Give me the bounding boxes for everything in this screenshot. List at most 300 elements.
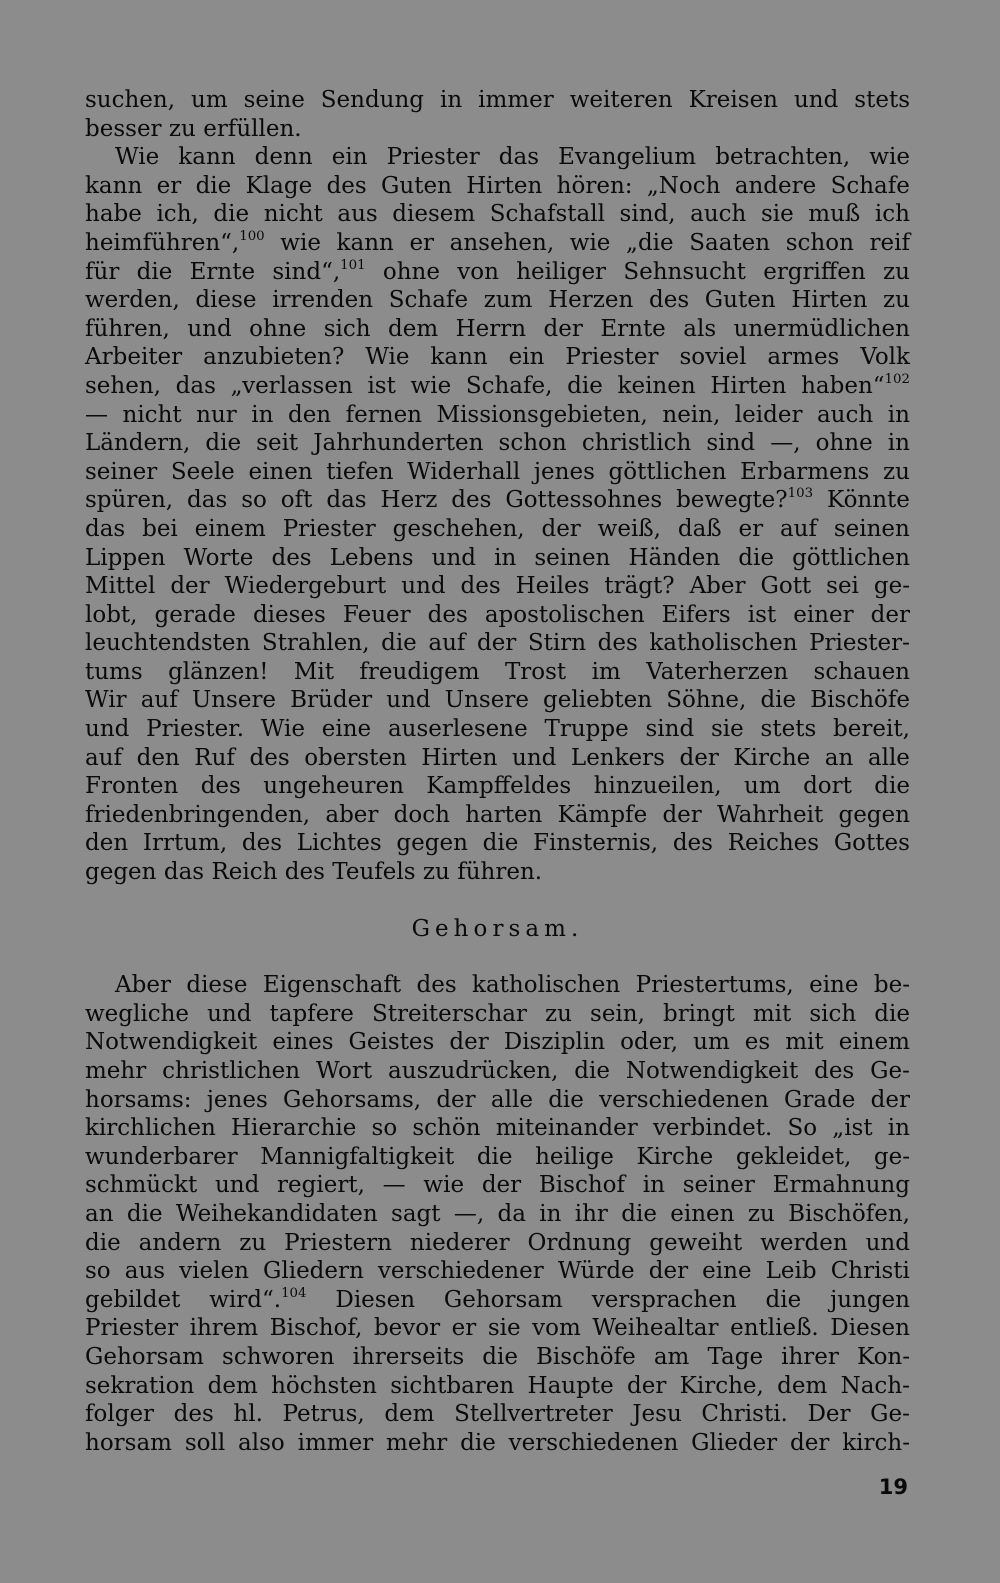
word: Glieder [691, 1429, 778, 1456]
word: seinen [833, 515, 910, 542]
word: hören: [556, 172, 633, 199]
word: auszudrücken, [388, 1058, 559, 1084]
word: diese [186, 972, 248, 999]
word: Finsternis, [533, 830, 659, 857]
word: seiner [682, 1172, 755, 1199]
word: auf [85, 744, 123, 771]
word: Wort [315, 1058, 373, 1084]
word: „die [626, 229, 674, 256]
word: ungeheuren [263, 773, 404, 800]
word: Kreisen [688, 87, 778, 113]
word: „verlassen [230, 372, 353, 399]
text-line [85, 1200, 910, 1229]
word: verbindet. [652, 1115, 773, 1142]
word: betrachten, [715, 144, 851, 171]
word: diese [195, 287, 257, 314]
word: den [287, 401, 332, 428]
word: die [126, 1200, 163, 1227]
word: Diesen [335, 1286, 416, 1313]
word: Ge- [870, 1058, 910, 1084]
word: gegen [85, 859, 157, 886]
word: seit [256, 430, 299, 457]
word: die [136, 258, 173, 285]
word: Kämpfe [557, 801, 648, 828]
paragraph [85, 971, 910, 1457]
word: in [440, 87, 463, 113]
text-line [85, 458, 910, 487]
text-line [85, 1028, 910, 1057]
word: eines [272, 1029, 334, 1056]
word: Lichtes [296, 830, 382, 857]
word: Priestertums, [635, 972, 794, 999]
word: dem [777, 1372, 828, 1399]
word: Guten [381, 172, 452, 199]
word: Streiterschar [371, 1000, 527, 1027]
word: das [85, 515, 126, 542]
word: Hirten [421, 744, 498, 771]
word: ergriffen [763, 258, 866, 285]
word: dieses [252, 601, 326, 628]
word: Eigenschaft [262, 972, 402, 999]
word: katholischen [472, 972, 621, 999]
page-body [85, 86, 910, 1457]
text-line [85, 772, 910, 801]
word: ihrem [189, 1315, 259, 1342]
word: harten [465, 801, 543, 828]
word: Priester [565, 344, 659, 371]
word: Trost [504, 658, 567, 685]
word: die [460, 1429, 496, 1456]
word: er [738, 515, 764, 542]
text-line [85, 1229, 910, 1258]
text-line [85, 1314, 910, 1343]
word: Schafstall [489, 201, 605, 228]
word: nicht [122, 401, 182, 428]
word: vielen [179, 1258, 249, 1285]
word: Klage [245, 172, 313, 199]
word: göttlichen [792, 544, 910, 571]
word: Mittel [85, 573, 156, 600]
word: leider [734, 401, 803, 428]
word: ge- [873, 573, 910, 600]
word: „ist [832, 1115, 873, 1142]
word: des [271, 544, 312, 571]
word: Ländern, [85, 430, 191, 457]
word: gegen [838, 801, 910, 828]
word: vom [532, 1315, 581, 1342]
word: Volk [860, 344, 910, 371]
word: und [431, 544, 476, 571]
text-line [85, 829, 910, 858]
text-line [85, 801, 910, 830]
word: sagt [391, 1200, 441, 1227]
word: Gottessohnes [505, 487, 663, 514]
text-line [85, 1171, 910, 1200]
text-line [85, 401, 910, 430]
word: freudigem [359, 658, 480, 685]
word: obersten [304, 744, 407, 771]
word: keinen [617, 372, 696, 399]
word: Bischöfen, [788, 1200, 910, 1227]
word: zu [747, 1200, 775, 1227]
word: des [284, 859, 325, 886]
word: dem [384, 1401, 435, 1428]
word: Jesu [632, 1401, 682, 1428]
word: geliebten [543, 687, 653, 714]
word: heiliger [516, 258, 607, 285]
word: Lebens [329, 544, 414, 571]
word: Worte [183, 544, 254, 571]
word: Priester [85, 1315, 179, 1342]
text-line [85, 658, 910, 687]
word: ohne [249, 315, 307, 342]
word: kirch- [842, 1429, 910, 1456]
word: Ordnung [527, 1229, 632, 1256]
word: zum [483, 287, 533, 314]
word: Hirten [791, 287, 868, 314]
word: einen [248, 458, 313, 485]
word: die [738, 544, 774, 571]
word: werden [760, 1229, 848, 1256]
word: und [214, 1172, 260, 1199]
word: wird“.$^{104}$ [209, 1285, 307, 1313]
word: Gottes [833, 830, 910, 857]
word: wie [423, 1172, 465, 1199]
word: die [195, 172, 232, 199]
word: regiert, [277, 1172, 365, 1199]
word: des [672, 830, 713, 857]
word: reif [869, 229, 910, 256]
text-line [85, 1257, 910, 1286]
word: den [136, 744, 180, 771]
word: auch [816, 401, 874, 428]
word: so [371, 1115, 398, 1142]
word: aber [325, 801, 379, 828]
word: die [574, 1058, 610, 1084]
word: Missionsgebieten, [436, 401, 648, 428]
word: um [191, 87, 228, 113]
word: des [814, 1058, 855, 1084]
word: fernen [345, 401, 422, 428]
word: göttlichen [608, 458, 727, 485]
word: ich, [156, 201, 199, 228]
word: sind [645, 716, 695, 743]
word: und [793, 87, 839, 113]
word: Unsere [444, 687, 529, 714]
word: schmückt [85, 1172, 198, 1199]
word: ist [367, 372, 396, 399]
word: Christi [830, 1258, 910, 1285]
word: um [693, 1029, 730, 1056]
word: Mit [293, 658, 334, 685]
word: einer [793, 601, 854, 628]
word: die [567, 372, 603, 399]
footnote-reference: 103 [787, 486, 814, 502]
footnote-reference: 104 [281, 1285, 307, 1301]
word: Guten [704, 287, 776, 314]
word: oft [280, 487, 313, 514]
word: Jahrhunderten [313, 430, 484, 457]
word: Vaterherzen [646, 658, 789, 685]
word: Brüder [290, 687, 373, 714]
word: der [790, 1429, 830, 1456]
word: Sendung [320, 87, 425, 113]
word: von [457, 258, 499, 285]
word: als [683, 315, 717, 342]
word: so [85, 1258, 111, 1285]
word: wie [569, 229, 611, 256]
word: Ge- [870, 1401, 910, 1428]
word: wegliche [85, 1000, 190, 1027]
word: Seele [170, 458, 235, 485]
word: Stirn [527, 630, 587, 657]
word: Notwendigkeit [85, 1029, 258, 1056]
word: es [744, 1029, 771, 1056]
word: auf [140, 687, 178, 714]
word: der [648, 1258, 689, 1285]
word: horsam [85, 1429, 172, 1456]
text-line [85, 515, 910, 544]
word: Erbarmens [740, 458, 870, 485]
word: ich [874, 201, 910, 228]
word: der [436, 1086, 476, 1113]
text-line [85, 971, 910, 1000]
word: Irrtum, [142, 830, 228, 857]
word: Unsere [191, 687, 277, 714]
word: Kampffeldes [426, 773, 572, 800]
word: höchsten [271, 1372, 377, 1399]
word: jenes [206, 1086, 268, 1113]
word: anzubieten? [203, 344, 345, 371]
word: die [476, 1143, 513, 1170]
word: an [85, 1200, 114, 1227]
word: die [482, 830, 519, 857]
word: bei [142, 515, 178, 542]
text-line [85, 1000, 910, 1029]
word: nein, [662, 401, 721, 428]
word: er [451, 1315, 477, 1342]
word: ihr [574, 1200, 608, 1227]
word: irrenden [272, 287, 374, 314]
word: geschehen, [392, 515, 525, 542]
word: soviel [679, 344, 747, 371]
word: sein, [590, 1000, 645, 1027]
word: zu [239, 1229, 267, 1256]
text-line [85, 1057, 910, 1086]
word: seiner [85, 458, 158, 485]
word: verschiedenen [599, 1086, 769, 1113]
word: bringt [662, 1000, 735, 1027]
word: Ernte [189, 258, 256, 285]
word: und [386, 687, 431, 714]
word: nicht [263, 201, 323, 228]
word: Wie [365, 344, 410, 371]
word: des [241, 830, 282, 857]
word: er [156, 172, 182, 199]
word: ohne [815, 430, 873, 457]
word: Weihealtar [592, 1315, 719, 1342]
word: ihrer [781, 1343, 839, 1370]
word: unermüdlichen [733, 315, 910, 342]
word: Widerhall [407, 458, 521, 485]
word: Bischöfe [810, 687, 910, 714]
word: Kirche [733, 744, 811, 771]
word: Sehnsucht [623, 258, 746, 285]
word: andern [138, 1229, 222, 1256]
word: jenes [533, 458, 595, 485]
text-line [85, 744, 910, 773]
word: einem [838, 1029, 910, 1056]
word: der [870, 1086, 910, 1113]
text-line [85, 1429, 910, 1458]
word: tiefen [326, 458, 394, 485]
word: Herz [380, 487, 438, 514]
word: der [543, 315, 583, 342]
word: also [238, 1429, 285, 1456]
word: Eifers [661, 601, 731, 628]
word: schauen [813, 658, 910, 685]
word: Aber [115, 972, 171, 999]
word: Wahrheit [717, 801, 824, 828]
word: Ernte [600, 315, 666, 342]
word: werden, [85, 287, 180, 314]
word: eine [702, 1258, 752, 1285]
word: nur [196, 401, 237, 428]
word: und [512, 744, 557, 771]
word: Lenkers [570, 744, 665, 771]
word: soll [184, 1429, 226, 1456]
word: glänzen! [168, 658, 269, 685]
word: Herzen [548, 287, 634, 314]
text-line [85, 1372, 910, 1401]
word: des [249, 744, 290, 771]
word: sind [706, 430, 756, 457]
word: Der [807, 1401, 851, 1428]
word: sei [826, 573, 859, 600]
word: So [787, 1115, 818, 1142]
word: folger [85, 1401, 155, 1428]
word: andere [734, 172, 817, 199]
word: Kirche, [679, 1372, 764, 1399]
word: sind, [619, 201, 676, 228]
word: der [627, 1372, 667, 1399]
word: Kon- [857, 1343, 910, 1370]
word: sie [487, 1315, 521, 1342]
word: um [744, 773, 781, 800]
word: die [760, 687, 797, 714]
text-line [85, 172, 910, 201]
word: Feuer [342, 601, 411, 628]
word: seine [243, 87, 305, 113]
word: einen [670, 1200, 735, 1227]
word: Priester. [146, 716, 245, 743]
word: bewegte?$^{103}$ [676, 486, 814, 514]
word: die [548, 1086, 584, 1113]
word: sind“,$^{101}$ [272, 257, 366, 285]
paragraph [85, 86, 910, 143]
word: für [85, 258, 120, 285]
word: dort [803, 773, 852, 800]
footnote-reference: 102 [884, 371, 910, 387]
word: ist [747, 601, 777, 628]
word: des [200, 773, 241, 800]
word: katholischen [649, 630, 798, 657]
word: kann [178, 144, 236, 171]
word: mit [785, 1029, 824, 1056]
word: in [251, 401, 274, 428]
word: „Noch [646, 172, 721, 199]
word: die [874, 773, 910, 800]
word: spüren, [85, 487, 174, 514]
word: schon [785, 229, 854, 256]
word: Stellvertreter [454, 1401, 613, 1428]
word: kirchlichen [85, 1115, 216, 1142]
word: auserlesene [387, 716, 528, 743]
word: ihrerseits [352, 1343, 465, 1370]
word: der [476, 630, 517, 657]
word: in [642, 1172, 665, 1199]
word: Priestern [284, 1229, 392, 1256]
footnote-reference: 100 [239, 228, 265, 244]
word: Truppe [544, 716, 629, 743]
word: zu [168, 115, 196, 142]
word: armes [767, 344, 840, 371]
word: Priester [282, 515, 376, 542]
word: und [401, 573, 446, 600]
word: denn [254, 144, 313, 171]
text-line [85, 200, 910, 229]
text-line [85, 544, 910, 573]
word: Ermahnung [772, 1172, 910, 1199]
word: mit [752, 1000, 792, 1027]
word: wie [869, 144, 910, 171]
word: sie [710, 716, 744, 743]
word: friedenbringenden, [85, 801, 311, 828]
word: der [870, 601, 910, 628]
word: des [597, 630, 638, 657]
text-line [85, 1286, 910, 1315]
word: des [416, 972, 457, 999]
word: Gott [760, 573, 812, 600]
paragraph [85, 143, 910, 886]
word: am [653, 1343, 690, 1370]
text-line [85, 1114, 910, 1143]
text-line [85, 143, 910, 172]
word: an [824, 744, 854, 771]
word: Grade [784, 1086, 856, 1113]
word: tapfere [269, 1000, 354, 1027]
word: kann [85, 172, 143, 199]
word: Hierarchie [230, 1115, 357, 1142]
word: Reiches [727, 830, 820, 857]
word: seinen [534, 544, 611, 571]
word: sekration [85, 1372, 195, 1399]
word: in [887, 401, 910, 428]
word: die [213, 201, 250, 228]
word: Christi. [701, 1401, 788, 1428]
text-line [85, 572, 910, 601]
text-line [85, 229, 910, 258]
word: suchen, [85, 87, 176, 113]
word: hinzueilen, [593, 773, 722, 800]
word: christlichen [162, 1058, 301, 1084]
word: das [187, 487, 228, 514]
word: schon [498, 430, 567, 457]
word: die [482, 1343, 518, 1370]
word: ein [331, 144, 368, 171]
word: alle [867, 744, 910, 771]
text-line [85, 486, 910, 515]
